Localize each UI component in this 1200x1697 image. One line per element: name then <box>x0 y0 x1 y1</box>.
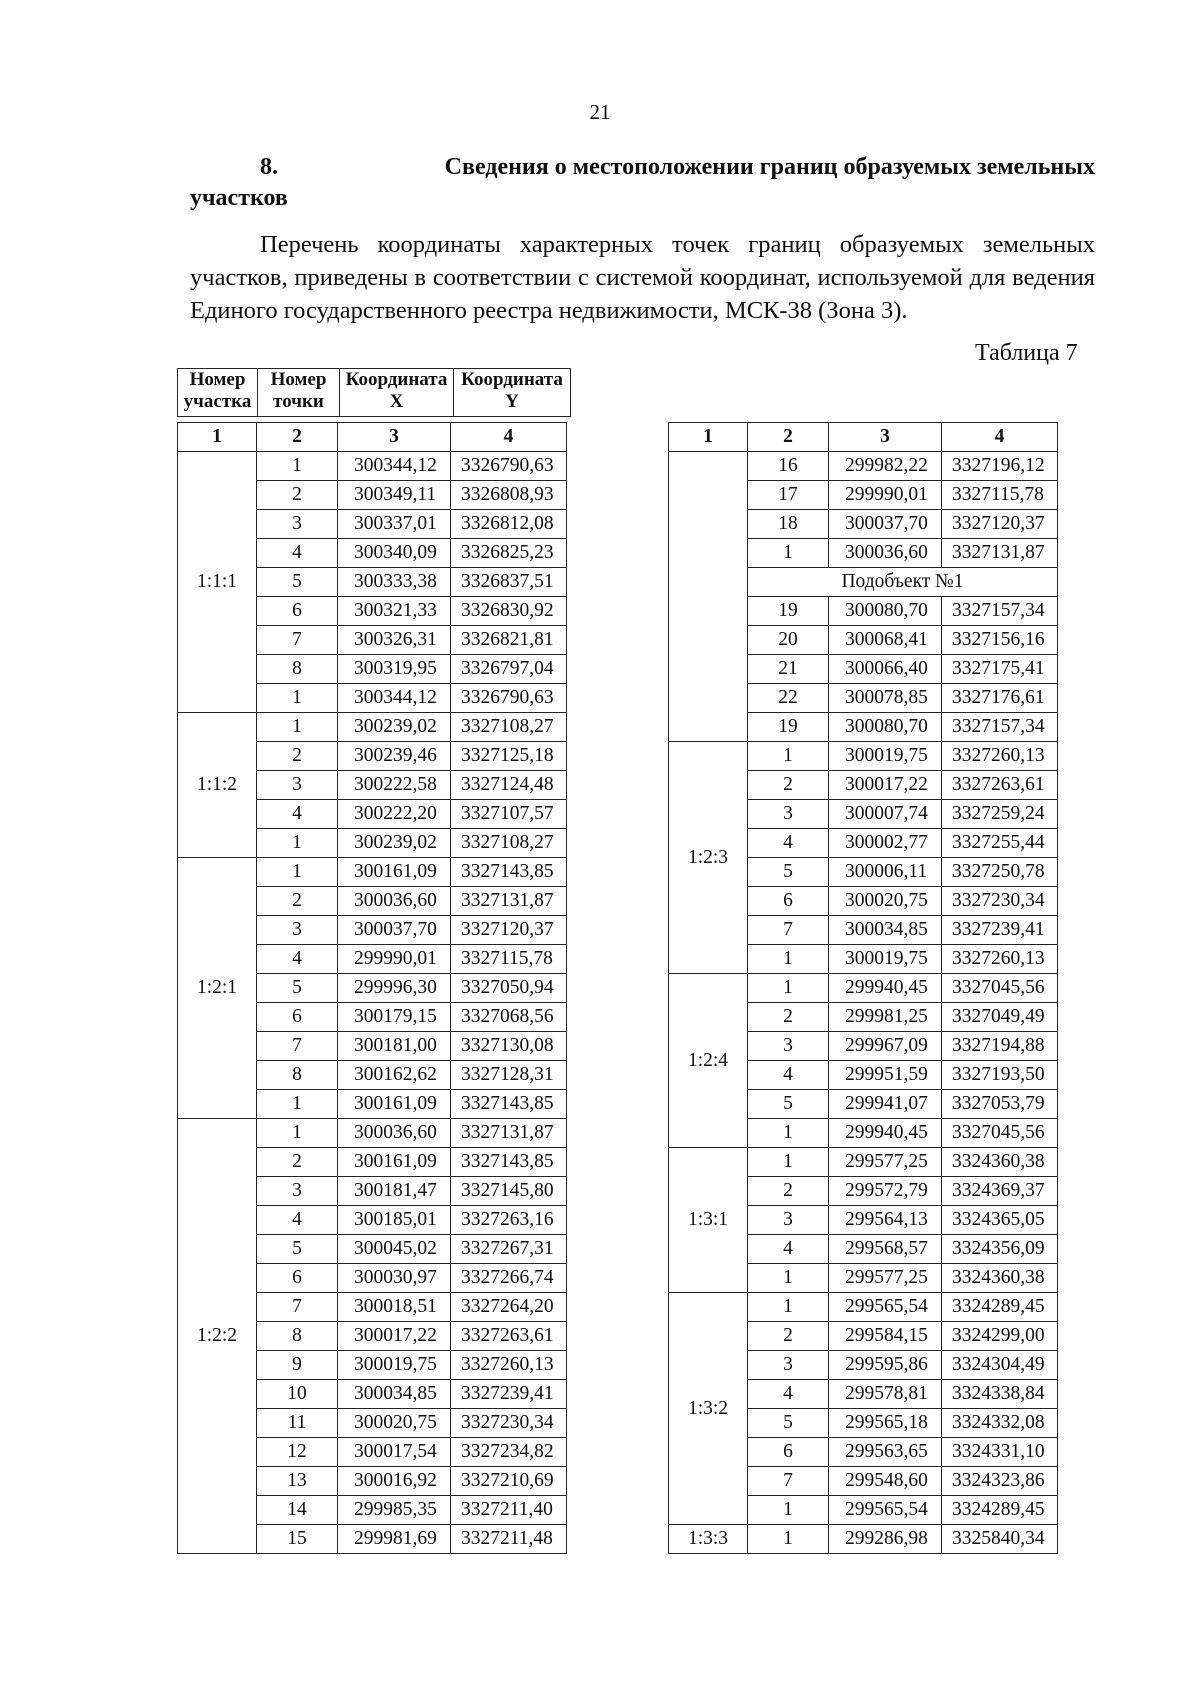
coordinate-y: 3327260,13 <box>942 945 1058 974</box>
point-number: 1 <box>257 684 338 713</box>
coordinate-y: 3327211,40 <box>451 1496 567 1525</box>
column-number: 3 <box>338 423 451 452</box>
coordinate-y: 3326825,23 <box>451 539 567 568</box>
coordinate-y: 3326808,93 <box>451 481 567 510</box>
table-row <box>669 974 1058 1003</box>
coordinate-y: 3327128,31 <box>451 1061 567 1090</box>
point-number: 1 <box>748 742 829 771</box>
coordinate-y: 3327115,78 <box>942 481 1058 510</box>
coordinate-y: 3327156,16 <box>942 626 1058 655</box>
coordinate-y: 3327250,78 <box>942 858 1058 887</box>
table-row <box>669 452 1058 481</box>
point-number: 21 <box>748 655 829 684</box>
table-row <box>669 1148 1058 1177</box>
coordinate-x: 300344,12 <box>338 684 451 713</box>
point-number: 4 <box>748 1061 829 1090</box>
point-number: 11 <box>257 1409 338 1438</box>
coordinate-x: 300045,02 <box>338 1235 451 1264</box>
coordinate-x: 299990,01 <box>829 481 942 510</box>
coordinate-x: 300020,75 <box>829 887 942 916</box>
coordinate-y: 3327125,18 <box>451 742 567 771</box>
coordinate-x: 300319,95 <box>338 655 451 684</box>
parcel-number: 1:2:2 <box>178 1119 257 1554</box>
point-number: 1 <box>748 1264 829 1293</box>
point-number: 1 <box>257 713 338 742</box>
header-point-number: Номер точки <box>258 369 340 417</box>
coordinate-x: 300036,60 <box>829 539 942 568</box>
point-number: 12 <box>257 1438 338 1467</box>
coordinate-x: 300017,54 <box>338 1438 451 1467</box>
coordinate-y: 3327143,85 <box>451 1090 567 1119</box>
coordinate-y: 3327120,37 <box>942 510 1058 539</box>
coordinate-y: 3327263,16 <box>451 1206 567 1235</box>
coordinate-x: 300037,70 <box>338 916 451 945</box>
coordinate-y: 3326821,81 <box>451 626 567 655</box>
coordinate-y: 3327264,20 <box>451 1293 567 1322</box>
coordinate-y: 3324299,00 <box>942 1322 1058 1351</box>
coordinate-x: 300019,75 <box>829 742 942 771</box>
subobject-label: Подобъект №1 <box>748 568 1058 597</box>
coordinate-y: 3326837,51 <box>451 568 567 597</box>
coordinate-y: 3327045,56 <box>942 1119 1058 1148</box>
coordinate-x: 300037,70 <box>829 510 942 539</box>
point-number: 5 <box>748 858 829 887</box>
header-coordinate-y-label: Координата <box>461 369 563 390</box>
parcel-continuation <box>669 452 748 742</box>
coordinate-y: 3327239,41 <box>942 916 1058 945</box>
point-number: 17 <box>748 481 829 510</box>
point-number: 14 <box>257 1496 338 1525</box>
point-number: 2 <box>257 481 338 510</box>
point-number: 3 <box>748 1351 829 1380</box>
coordinate-x: 300019,75 <box>338 1351 451 1380</box>
coordinate-y: 3327131,87 <box>451 887 567 916</box>
coordinate-x: 300034,85 <box>829 916 942 945</box>
parcel-number: 1:1:2 <box>178 713 257 858</box>
coordinate-y: 3325840,34 <box>942 1525 1058 1554</box>
header-coordinate-x <box>340 369 454 417</box>
coordinate-x: 299578,81 <box>829 1380 942 1409</box>
coordinate-y: 3327115,78 <box>451 945 567 974</box>
point-number: 18 <box>748 510 829 539</box>
table-row <box>178 713 567 742</box>
table-row <box>178 452 567 481</box>
coordinate-x: 299996,30 <box>338 974 451 1003</box>
coordinate-x: 300002,77 <box>829 829 942 858</box>
point-number: 4 <box>257 1206 338 1235</box>
point-number: 6 <box>257 597 338 626</box>
point-number: 8 <box>257 655 338 684</box>
point-number: 15 <box>257 1525 338 1554</box>
point-number: 3 <box>257 1177 338 1206</box>
coordinate-x: 300239,02 <box>338 713 451 742</box>
coordinate-y: 3327130,08 <box>451 1032 567 1061</box>
point-number: 4 <box>748 1380 829 1409</box>
coordinate-x: 300080,70 <box>829 713 942 742</box>
section-heading <box>190 152 1095 214</box>
coordinate-x: 300179,15 <box>338 1003 451 1032</box>
coordinate-x: 300068,41 <box>829 626 942 655</box>
coordinate-y: 3327107,57 <box>451 800 567 829</box>
coordinate-x: 300019,75 <box>829 945 942 974</box>
coordinate-x: 299563,65 <box>829 1438 942 1467</box>
point-number: 5 <box>257 1235 338 1264</box>
coordinate-y: 3326830,92 <box>451 597 567 626</box>
column-number: 3 <box>829 423 942 452</box>
coordinate-y: 3324360,38 <box>942 1264 1058 1293</box>
intro-paragraph <box>190 228 1095 327</box>
coordinate-y: 3327175,41 <box>942 655 1058 684</box>
coordinate-x: 300333,38 <box>338 568 451 597</box>
coordinate-y: 3327193,50 <box>942 1061 1058 1090</box>
point-number: 3 <box>748 1206 829 1235</box>
point-number: 1 <box>257 1090 338 1119</box>
point-number: 1 <box>748 1496 829 1525</box>
coordinate-y: 3327108,27 <box>451 713 567 742</box>
point-number: 6 <box>257 1264 338 1293</box>
coordinate-x: 299990,01 <box>338 945 451 974</box>
point-number: 2 <box>748 1177 829 1206</box>
section-number: 8. <box>260 154 278 180</box>
coordinate-x: 300239,46 <box>338 742 451 771</box>
point-number: 19 <box>748 713 829 742</box>
coordinate-y: 3327230,34 <box>451 1409 567 1438</box>
coordinate-y: 3327068,56 <box>451 1003 567 1032</box>
coordinate-x: 299572,79 <box>829 1177 942 1206</box>
point-number: 4 <box>748 1235 829 1264</box>
coordinate-x: 300222,58 <box>338 771 451 800</box>
column-number: 2 <box>748 423 829 452</box>
coordinate-x: 300185,01 <box>338 1206 451 1235</box>
parcel-number: 1:3:1 <box>669 1148 748 1293</box>
point-number: 7 <box>257 1293 338 1322</box>
coordinate-y: 3327143,85 <box>451 858 567 887</box>
coordinate-y: 3327176,61 <box>942 684 1058 713</box>
point-number: 7 <box>748 916 829 945</box>
coordinate-x: 299577,25 <box>829 1148 942 1177</box>
coordinate-x: 299981,25 <box>829 1003 942 1032</box>
point-number: 5 <box>748 1409 829 1438</box>
coordinate-y: 3326790,63 <box>451 452 567 481</box>
point-number: 3 <box>257 510 338 539</box>
point-number: 8 <box>257 1322 338 1351</box>
coordinate-x: 300007,74 <box>829 800 942 829</box>
intro-text: Перечень координаты характерных точек границ образуемых земельных участков, приведены в соответствии с системой координат, используемой для ведения Единого государственного реестра недвижимости, МСК-38 (Зона 3). <box>190 231 1095 324</box>
coordinate-x: 300006,11 <box>829 858 942 887</box>
table-row <box>669 1293 1058 1322</box>
coordinate-x: 299982,22 <box>829 452 942 481</box>
coordinate-x: 300030,97 <box>338 1264 451 1293</box>
point-number: 8 <box>257 1061 338 1090</box>
point-number: 7 <box>257 626 338 655</box>
header-coordinate-y <box>454 369 571 417</box>
coordinate-x: 300161,09 <box>338 1148 451 1177</box>
coordinate-y: 3327266,74 <box>451 1264 567 1293</box>
column-number: 1 <box>669 423 748 452</box>
coordinate-x: 300036,60 <box>338 887 451 916</box>
coordinates-table-left <box>177 422 567 1554</box>
point-number: 1 <box>748 539 829 568</box>
coordinate-y: 3324289,45 <box>942 1293 1058 1322</box>
coordinate-x: 299951,59 <box>829 1061 942 1090</box>
point-number: 1 <box>748 974 829 1003</box>
coordinate-x: 300034,85 <box>338 1380 451 1409</box>
point-number: 6 <box>257 1003 338 1032</box>
coordinate-x: 300078,85 <box>829 684 942 713</box>
point-number: 2 <box>748 1322 829 1351</box>
point-number: 1 <box>748 1525 829 1554</box>
coordinate-y: 3327049,49 <box>942 1003 1058 1032</box>
coordinate-y: 3327260,13 <box>451 1351 567 1380</box>
coordinate-y: 3327239,41 <box>451 1380 567 1409</box>
point-number: 1 <box>257 858 338 887</box>
coordinate-y: 3327131,87 <box>451 1119 567 1148</box>
coordinate-y: 3327131,87 <box>942 539 1058 568</box>
parcel-number: 1:3:3 <box>669 1525 748 1554</box>
coordinate-x: 299568,57 <box>829 1235 942 1264</box>
parcel-number: 1:2:1 <box>178 858 257 1119</box>
point-number: 2 <box>257 1148 338 1177</box>
coordinate-y: 3327120,37 <box>451 916 567 945</box>
point-number: 20 <box>748 626 829 655</box>
point-number: 6 <box>748 1438 829 1467</box>
table-row <box>669 742 1058 771</box>
point-number: 2 <box>257 742 338 771</box>
coordinate-y: 3324360,38 <box>942 1148 1058 1177</box>
coordinate-x: 300017,22 <box>338 1322 451 1351</box>
point-number: 1 <box>257 829 338 858</box>
coordinate-x: 300018,51 <box>338 1293 451 1322</box>
point-number: 3 <box>748 1032 829 1061</box>
coordinate-y: 3324304,49 <box>942 1351 1058 1380</box>
point-number: 5 <box>257 568 338 597</box>
coordinate-x: 299564,13 <box>829 1206 942 1235</box>
coordinate-y: 3324365,05 <box>942 1206 1058 1235</box>
coordinate-y: 3327234,82 <box>451 1438 567 1467</box>
column-number: 2 <box>257 423 338 452</box>
coordinate-y: 3324338,84 <box>942 1380 1058 1409</box>
coordinate-x: 300066,40 <box>829 655 942 684</box>
point-number: 3 <box>257 916 338 945</box>
table-row <box>178 1119 567 1148</box>
coordinate-x: 299985,35 <box>338 1496 451 1525</box>
coordinate-x: 300349,11 <box>338 481 451 510</box>
coordinate-y: 3327260,13 <box>942 742 1058 771</box>
coordinate-x: 299565,54 <box>829 1293 942 1322</box>
coordinate-y: 3327143,85 <box>451 1148 567 1177</box>
table-header <box>177 368 571 417</box>
coordinate-x: 300326,31 <box>338 626 451 655</box>
point-number: 5 <box>748 1090 829 1119</box>
column-number: 1 <box>178 423 257 452</box>
coordinate-y: 3327050,94 <box>451 974 567 1003</box>
parcel-number: 1:2:4 <box>669 974 748 1148</box>
coordinate-y: 3326790,63 <box>451 684 567 713</box>
point-number: 4 <box>748 829 829 858</box>
coordinate-y: 3327255,44 <box>942 829 1058 858</box>
coordinate-x: 299577,25 <box>829 1264 942 1293</box>
point-number: 13 <box>257 1467 338 1496</box>
coordinate-x: 299941,07 <box>829 1090 942 1119</box>
point-number: 1 <box>748 1148 829 1177</box>
page-number: 21 <box>589 100 611 124</box>
point-number: 22 <box>748 684 829 713</box>
coordinate-x: 299940,45 <box>829 974 942 1003</box>
coordinate-x: 299548,60 <box>829 1467 942 1496</box>
coordinate-x: 300340,09 <box>338 539 451 568</box>
coordinate-y: 3327263,61 <box>942 771 1058 800</box>
coordinate-y: 3327267,31 <box>451 1235 567 1264</box>
coordinate-x: 299967,09 <box>829 1032 942 1061</box>
coordinate-y: 3324356,09 <box>942 1235 1058 1264</box>
table-caption: Таблица 7 <box>975 340 1078 366</box>
point-number: 9 <box>257 1351 338 1380</box>
point-number: 2 <box>748 771 829 800</box>
section-title-line1: Сведения о местоположении границ образуемых земельных <box>444 154 1095 180</box>
coordinate-x: 300344,12 <box>338 452 451 481</box>
point-number: 16 <box>748 452 829 481</box>
coordinate-y: 3327196,12 <box>942 452 1058 481</box>
parcel-number: 1:2:3 <box>669 742 748 974</box>
coordinate-y: 3327145,80 <box>451 1177 567 1206</box>
point-number: 1 <box>748 1119 829 1148</box>
coordinate-y: 3326812,08 <box>451 510 567 539</box>
parcel-number: 1:3:2 <box>669 1293 748 1525</box>
point-number: 2 <box>748 1003 829 1032</box>
point-number: 6 <box>748 887 829 916</box>
point-number: 1 <box>257 452 338 481</box>
coordinate-y: 3327108,27 <box>451 829 567 858</box>
point-number: 4 <box>257 945 338 974</box>
coordinate-x: 299981,69 <box>338 1525 451 1554</box>
header-coordinate-y-axis: Y <box>505 391 519 412</box>
coordinate-y: 3327053,79 <box>942 1090 1058 1119</box>
coordinate-y: 3327194,88 <box>942 1032 1058 1061</box>
header-coordinate-x-label: Координата <box>345 369 448 390</box>
section-title-line2: участков <box>190 185 288 211</box>
coordinate-x: 300016,92 <box>338 1467 451 1496</box>
coordinate-x: 300161,09 <box>338 858 451 887</box>
coordinate-x: 300181,47 <box>338 1177 451 1206</box>
coordinate-y: 3327157,34 <box>942 597 1058 626</box>
column-number-row <box>178 423 567 452</box>
coordinates-table-right <box>668 422 1058 1554</box>
header-coordinate-x-axis: X <box>389 391 404 412</box>
point-number: 1 <box>257 1119 338 1148</box>
coordinate-x: 299595,86 <box>829 1351 942 1380</box>
table-row <box>178 858 567 887</box>
point-number: 1 <box>748 945 829 974</box>
coordinate-y: 3324369,37 <box>942 1177 1058 1206</box>
coordinate-y: 3324289,45 <box>942 1496 1058 1525</box>
point-number: 10 <box>257 1380 338 1409</box>
coordinate-y: 3324323,86 <box>942 1467 1058 1496</box>
coordinate-y: 3327157,34 <box>942 713 1058 742</box>
coordinate-y: 3327124,48 <box>451 771 567 800</box>
coordinate-y: 3324331,10 <box>942 1438 1058 1467</box>
point-number: 3 <box>748 800 829 829</box>
coordinate-x: 299940,45 <box>829 1119 942 1148</box>
coordinate-x: 300239,02 <box>338 829 451 858</box>
coordinate-x: 300036,60 <box>338 1119 451 1148</box>
coordinate-y: 3327210,69 <box>451 1467 567 1496</box>
coordinate-x: 300222,20 <box>338 800 451 829</box>
table-row <box>669 1525 1058 1554</box>
coordinate-x: 299565,18 <box>829 1409 942 1438</box>
point-number: 7 <box>748 1467 829 1496</box>
header-parcel-number: Номер участка <box>178 369 258 417</box>
point-number: 2 <box>257 887 338 916</box>
coordinate-x: 299565,54 <box>829 1496 942 1525</box>
coordinate-y: 3327211,48 <box>451 1525 567 1554</box>
point-number: 3 <box>257 771 338 800</box>
coordinate-x: 300080,70 <box>829 597 942 626</box>
coordinate-x: 300337,01 <box>338 510 451 539</box>
coordinate-x: 300161,09 <box>338 1090 451 1119</box>
column-number-row <box>669 423 1058 452</box>
coordinate-x: 300020,75 <box>338 1409 451 1438</box>
coordinate-y: 3324332,08 <box>942 1409 1058 1438</box>
coordinate-x: 300321,33 <box>338 597 451 626</box>
point-number: 4 <box>257 539 338 568</box>
coordinate-x: 299584,15 <box>829 1322 942 1351</box>
point-number: 19 <box>748 597 829 626</box>
column-number: 4 <box>451 423 567 452</box>
point-number: 4 <box>257 800 338 829</box>
coordinate-y: 3327230,34 <box>942 887 1058 916</box>
point-number: 7 <box>257 1032 338 1061</box>
coordinate-x: 300181,00 <box>338 1032 451 1061</box>
column-number: 4 <box>942 423 1058 452</box>
coordinate-x: 300017,22 <box>829 771 942 800</box>
coordinate-y: 3327045,56 <box>942 974 1058 1003</box>
parcel-number: 1:1:1 <box>178 452 257 713</box>
point-number: 5 <box>257 974 338 1003</box>
coordinate-x: 300162,62 <box>338 1061 451 1090</box>
coordinate-y: 3327259,24 <box>942 800 1058 829</box>
point-number: 1 <box>748 1293 829 1322</box>
coordinate-x: 299286,98 <box>829 1525 942 1554</box>
coordinate-y: 3327263,61 <box>451 1322 567 1351</box>
coordinate-y: 3326797,04 <box>451 655 567 684</box>
